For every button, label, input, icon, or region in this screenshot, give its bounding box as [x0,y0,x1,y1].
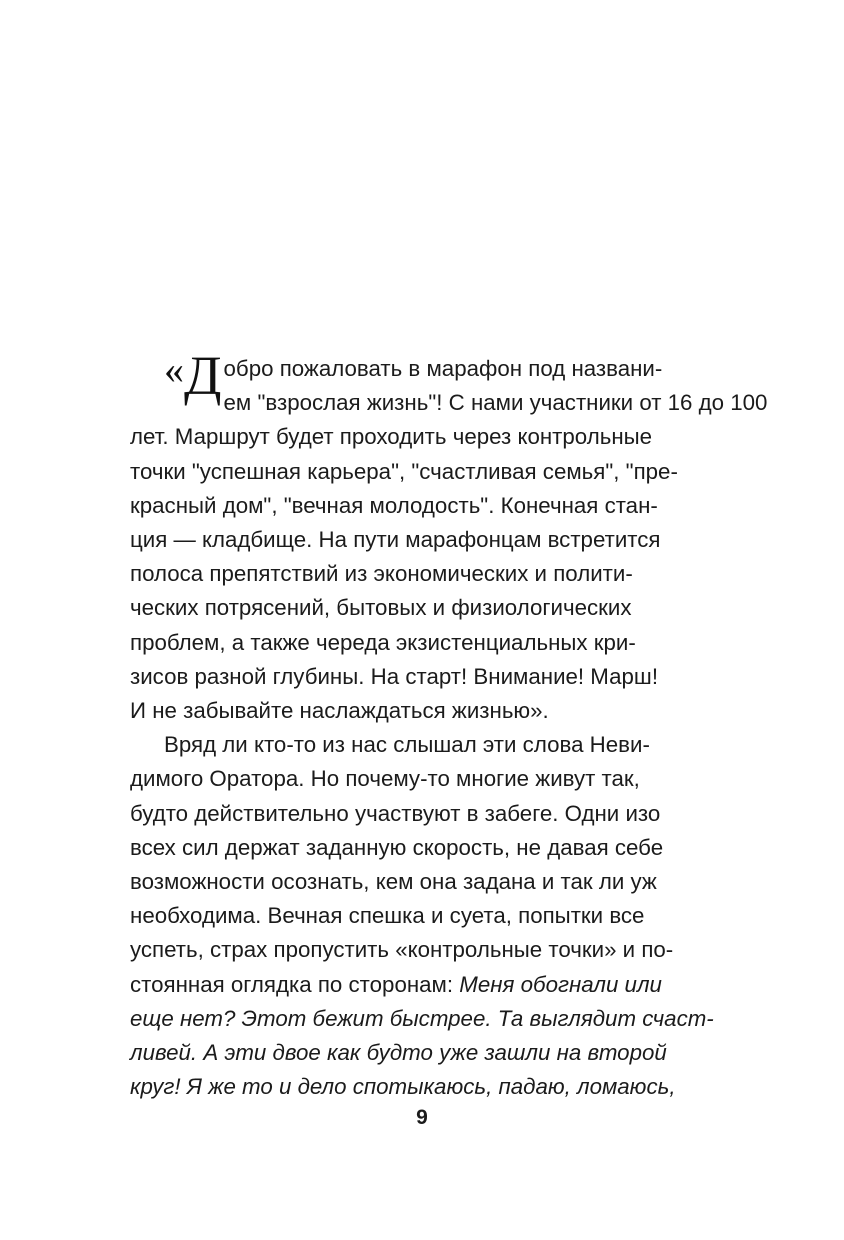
text-line: лет. Маршрут будет проходить через контрольные [130,424,653,450]
text-line: красный дом", "вечная молодость". Конечная стан- [130,492,658,518]
text-line-italic: круг! Я же то и дело спотыкаюсь, падаю, ломаюсь, [130,1074,676,1100]
text-line: И не забывайте наслаждаться жизнью». [130,698,549,724]
drop-cap-letter: Д [184,345,222,406]
text-line: успеть, страх пропустить «контрольные точки» и по- [130,937,674,963]
text-line: ческих потрясений, бытовых и физиологических [130,595,632,621]
text-run: Вряд ли кто-то из нас слышал эти слова Неви- [164,732,650,758]
text-line-italic: ливей. А эти двое как будто уже зашли на второй [130,1040,667,1066]
text-line [130,728,714,762]
text-line: будто действительно участвуют в забеге. Одни изо [130,800,661,826]
italic-run: Меня обогнали или [459,971,662,997]
paragraph-1-lines [130,352,768,728]
text-line [130,968,714,1002]
text-line: ем "взрослая жизнь"! С нами участники от 16 до 100 [223,390,768,416]
paragraph-second [130,728,714,1104]
drop-cap-group [164,345,222,406]
text-line: ция — кладбище. На пути марафонцам встретится [130,527,661,553]
text-line: всех сил держат заданную скорость, не давая себе [130,834,664,860]
text-line: полоса препятствий из экономических и полити- [130,561,633,587]
text-line: необходима. Вечная спешка и суета, попытки все [130,903,645,929]
paragraph-2-lines [130,728,714,1104]
opening-guillemet: « [164,347,184,392]
text-line: проблем, а также череда экзистенциальных кри- [130,629,636,655]
body-text [130,345,768,1104]
text-line: зисов разной глубины. На старт! Внимание! Марш! [130,663,659,689]
paragraph-opening [130,345,768,728]
text-line: димого Оратора. Но почему-то многие живут так, [130,766,640,792]
text-run: стоянная оглядка по сторонам: [130,971,460,997]
text-line-italic: еще нет? Этот бежит быстрее. Та выглядит счаст- [130,1005,714,1031]
page-number: 9 [416,1106,428,1129]
text-line: обро пожаловать в марафон под названи- [223,356,663,381]
text-line: возможности осознать, кем она задана и так ли уж [130,869,657,895]
text-line: точки "успешная карьера", "счастливая семья", "пре- [130,458,678,484]
